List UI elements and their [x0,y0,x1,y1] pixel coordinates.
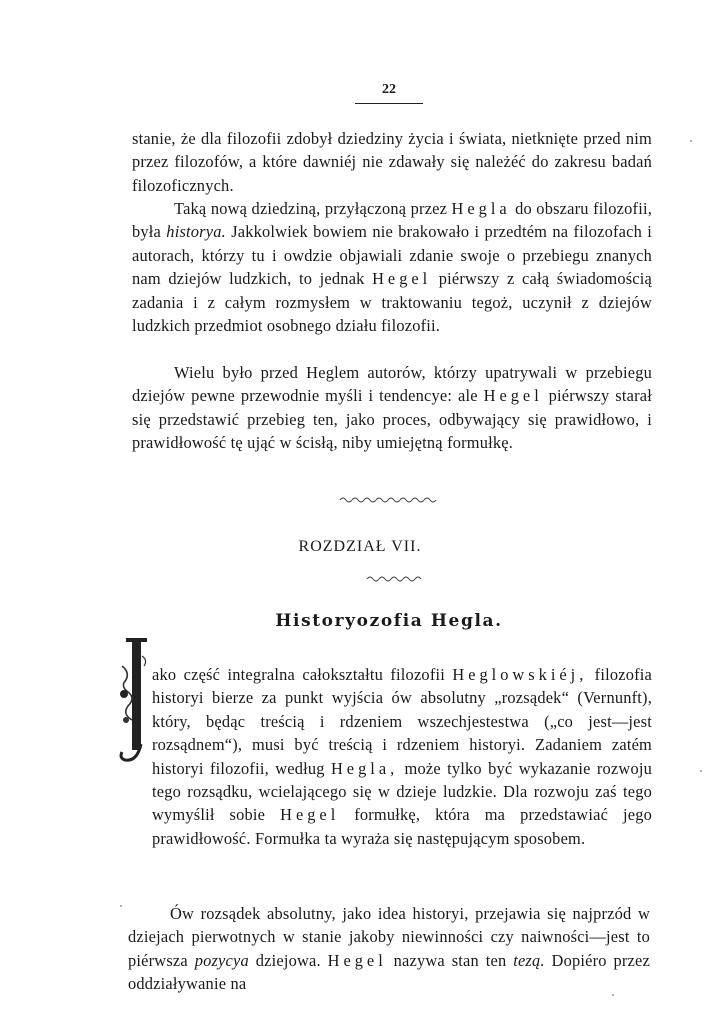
paragraph-3-text-b: piérwszy starał się przedstawić przebieg ten, jako proces, odbywający się prawidłowo, i prawidłowość tę ująć w ścisłą, niby umiejętną formułkę. [132,386,653,453]
teza-italic: tezą. [513,950,545,970]
paragraph-2-text-a: Taką nową dziedziną, przyłączoną przez [174,199,452,218]
chapter-paragraph-2-text-c: nazywa stan ten [386,950,514,970]
hegla-spaced-name: Hegla, [330,758,399,778]
hegel-spaced-name: Hegel [483,386,543,406]
hegel-spaced-name: Hegla [451,199,511,218]
chapter-paragraph-2-text-d: Dopiéro przez oddziaływanie na [128,950,650,994]
paragraph-1 [132,127,652,197]
paper-speck [120,905,122,907]
chapter-paragraph-1-text-a: ako część integralna całokształtu filozofii [152,665,453,684]
decorated-initial-j [118,636,152,764]
hegel-spaced-name: Hegel [372,269,432,289]
chapter-paragraph-1 [152,663,652,850]
pozycya-italic: pozycya [194,950,249,970]
heglowskiej-spaced-name: Heglowskiéj, [452,665,588,684]
chapter-heading: ROZDZIAŁ VII. [298,538,422,555]
paragraph-3 [132,361,652,455]
paper-speck [612,994,614,996]
hegel-spaced-name: Hegel [280,805,340,825]
chapter-paragraph-1-text-d: formułkę, która ma przedstawiać jego prawidłowość. Formułka ta wyraża się następującym sposobem. [152,805,652,848]
chapter-paragraph-1-text-c: może tylko być wykazanie rozwoju tego rozsądku, wcielającego się w dzieje ludzkie. Dla rozwoju zaś tego wymyślił sobie [152,758,652,825]
wavy-divider-ornament-small [0,574,720,584]
page-number-rule [355,103,423,104]
chapter-title: Historyozofia Hegla. [275,611,503,631]
chapter-paragraph-1-text-b: filozofia historyi bierze za punkt wyjścia ów absolutny „rozsądek“ (Vernunft), który, będąc treścią i rdzeniem wszechjestestwa („co jest—jest rozsądnem“), musi być treścią i rdzeniem historyi. Zadaniem zatém historyi filozofii, według [152,665,652,778]
hegel-spaced-name: Hegel [327,950,387,970]
wavy-divider-ornament [0,495,720,505]
chapter-paragraph-2-text-b: dziejowa. [248,950,328,970]
paragraph-1-text: stanie, że dla filozofii zdobył dziedziny życia i świata, nietknięte przed nim przez filozofów, a które dawniéj nie zdawały się należéć do zakresu badań filozoficznych. [132,129,652,195]
paper-speck [700,770,702,772]
page-number: 22 [382,82,396,97]
chapter-paragraph-2 [128,902,650,996]
historya-italic: historya. [166,222,226,242]
paragraph-2 [132,197,652,337]
paragraph-2-text-c: Jakkolwiek bowiem nie brakowało i przedtém na filozofach i autorach, którzy tu i owdzie objawiali zdanie swoje o przebiegu znanych nam dziejów ludzkich, to jednak [132,222,652,289]
paper-speck [690,140,692,142]
paragraph-3-text-a: Wielu było przed Heglem autorów, którzy upatrywali w przebiegu dziejów pewne przewodnie myśli i tendencye: ale [132,363,652,406]
paragraph-2-text-b: do obszaru filozofii, była [132,199,652,242]
paragraph-2-text-d: piérwszy z całą świadomością zadania i z całym rozmysłem w traktowaniu tegoż, uczynił z dziejów ludzkich przedmiot osobnego działu filozofii. [132,269,653,336]
chapter-paragraph-2-text-a: Ów rozsądek absolutny, jako idea historyi, przejawia się najprzód w dziejach pierwotnych w stanie jakoby niewinności czy naiwności—jest to piérwsza [128,904,650,970]
